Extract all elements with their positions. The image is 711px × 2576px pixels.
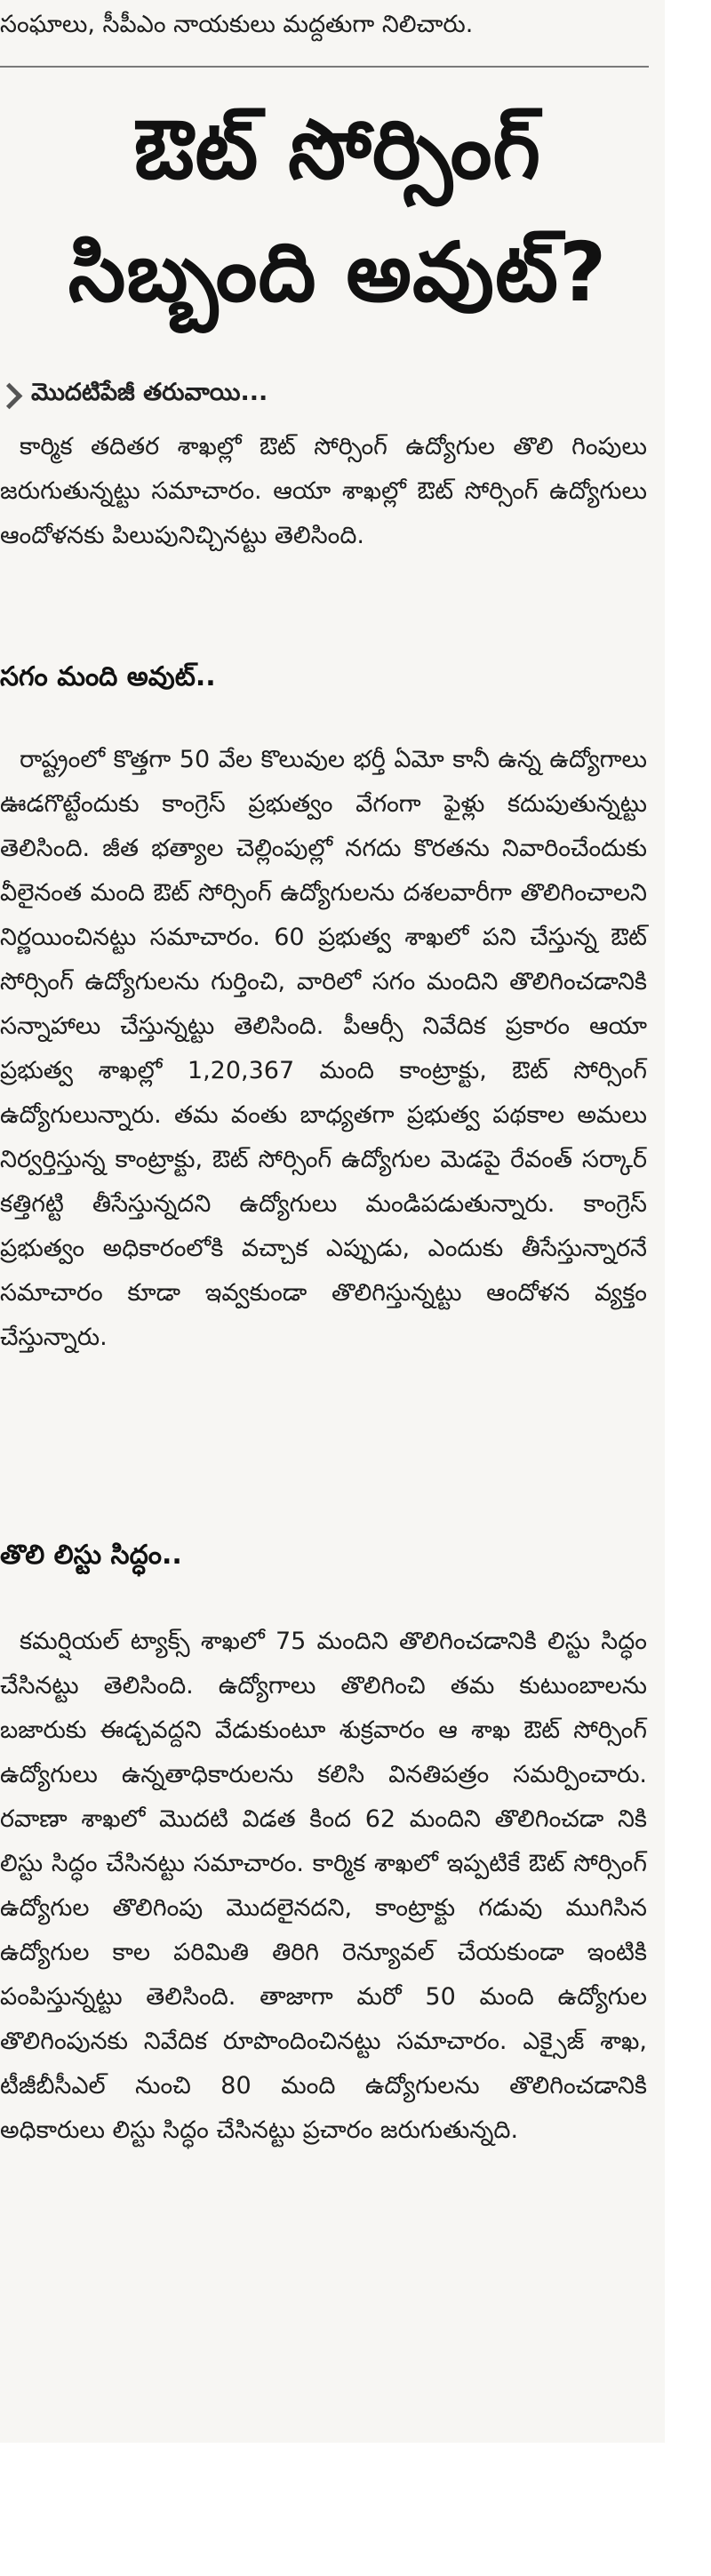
continuation-label (5, 378, 268, 413)
chevron-right-icon (0, 382, 22, 409)
continuation-text: మొదటిపేజీ తరువాయి... (31, 379, 268, 406)
headline-line-1: ఔట్ సోర్సింగ్ (133, 102, 542, 197)
article-headline (18, 89, 658, 334)
subheading-1: సగం మంది అవుట్.. (0, 661, 216, 692)
headline-line-2: సిబ్బంది అవుట్? (68, 225, 608, 320)
article-paragraph-3: కమర్షియల్ ట్యాక్స్ శాఖలో 75 మందిని తొలిగించడానికి లిస్టు సిద్ధం చేసినట్టు తెలిసింది. ఉద్యోగాలు తొలిగించి తమ కుటుంబాలను బజారుకు ఈడ్చవద్దని వేడుకుంటూ శుక్రవారం ఆ శాఖ ఔట్ సోర్సింగ్ ఉద్యోగులు ఉన్నతాధికారులను కలిసి వినతిపత్రం సమర్పించారు. రవాణా శాఖలో మొదటి విడత కింద 62 మందిని తొలిగించడా నికి లిస్టు సిద్ధం చేసినట్టు సమాచారం. కార్మిక శాఖలో ఇప్పటికే ఔట్ సోర్సింగ్ ఉద్యోగుల తొలిగింపు మొదలైనదని, కాంట్రాక్టు గడువు ముగిసిన ఉద్యోగుల కాల పరిమితి తిరిగి రెన్యూవల్ చేయకుండా ఇంటికి పంపిస్తున్నట్టు తెలిసింది. తాజాగా మరో 50 మంది ఉద్యోగుల తొలిగింపునకు నివేదిక రూపొందించినట్టు సమాచారం. ఎక్సైజ్ శాఖ, టీజీబీసీఎల్ నుంచి 80 మంది ఉద్యోగులను తొలిగించడానికి అధికారులు లిస్టు సిద్ధం చేసినట్టు ప్రచారం జరుగుతున్నది. (0, 1628, 647, 2144)
subheading-2: తొలి లిస్టు సిద్ధం.. (0, 1540, 182, 1571)
article-paragraph-1: కార్మిక తదితర శాఖల్లో ఔట్ సోర్సింగ్ ఉద్యోగుల తొలి గింపులు జరుగుతున్నట్టు సమాచారం. ఆయా శాఖల్లో ఔట్ సోర్సింగ్ ఉద్యోగులు ఆందోళనకు పిలుపునిచ్చినట్టు తెలిసింది. (0, 433, 647, 549)
previous-article-tail: సంఘాలు, సీపీఎం నాయకులు మద్దతుగా నిలిచారు. (0, 11, 474, 38)
article-paragraph-2: రాష్ట్రంలో కొత్తగా 50 వేల కొలువుల భర్తీ ఏమో కానీ ఉన్న ఉద్యోగాలు ఊడగొట్టేందుకు కాంగ్రెస్ ప్రభుత్వం వేగంగా ఫైళ్లు కదుపుతున్నట్టు తెలిసింది. జీత భత్యాల చెల్లింపుల్లో నగదు కొరతను నివారించేందుకు వీలైనంత మంది ఔట్ సోర్సింగ్ ఉద్యోగులను దశలవారీగా తొలిగించాలని నిర్ణయించినట్టు సమాచారం. 60 ప్రభుత్వ శాఖలో పని చేస్తున్న ఔట్ సోర్సింగ్ ఉద్యోగులను గుర్తించి, వారిలో సగం మందిని తొలిగించడానికి సన్నాహాలు చేస్తున్నట్టు తెలిసింది. పీఆర్సీ నివేదిక ప్రకారం ఆయా ప్రభుత్వ శాఖల్లో 1,20,367 మంది కాంట్రాక్టు, ఔట్ సోర్సింగ్ ఉద్యోగులున్నారు. తమ వంతు బాధ్యతగా ప్రభుత్వ పథకాల అమలు నిర్వర్తిస్తున్న కాంట్రాక్టు, ఔట్ సోర్సింగ్ ఉద్యోగుల మెడపై రేవంత్ సర్కార్ కత్తిగట్టి తీసేస్తున్నదని ఉద్యోగులు మండిపడుతున్నారు. కాంగ్రెస్ ప్రభుత్వం అధికారంలోకి వచ్చాక ఎప్పుడు, ఎందుకు తీసేస్తున్నారనే సమాచారం కూడా ఇవ్వకుండా తొలిగిస్తున్నట్టు ఆందోళన వ్యక్తం చేస్తున్నారు. (0, 746, 647, 1351)
section-divider (0, 66, 649, 68)
